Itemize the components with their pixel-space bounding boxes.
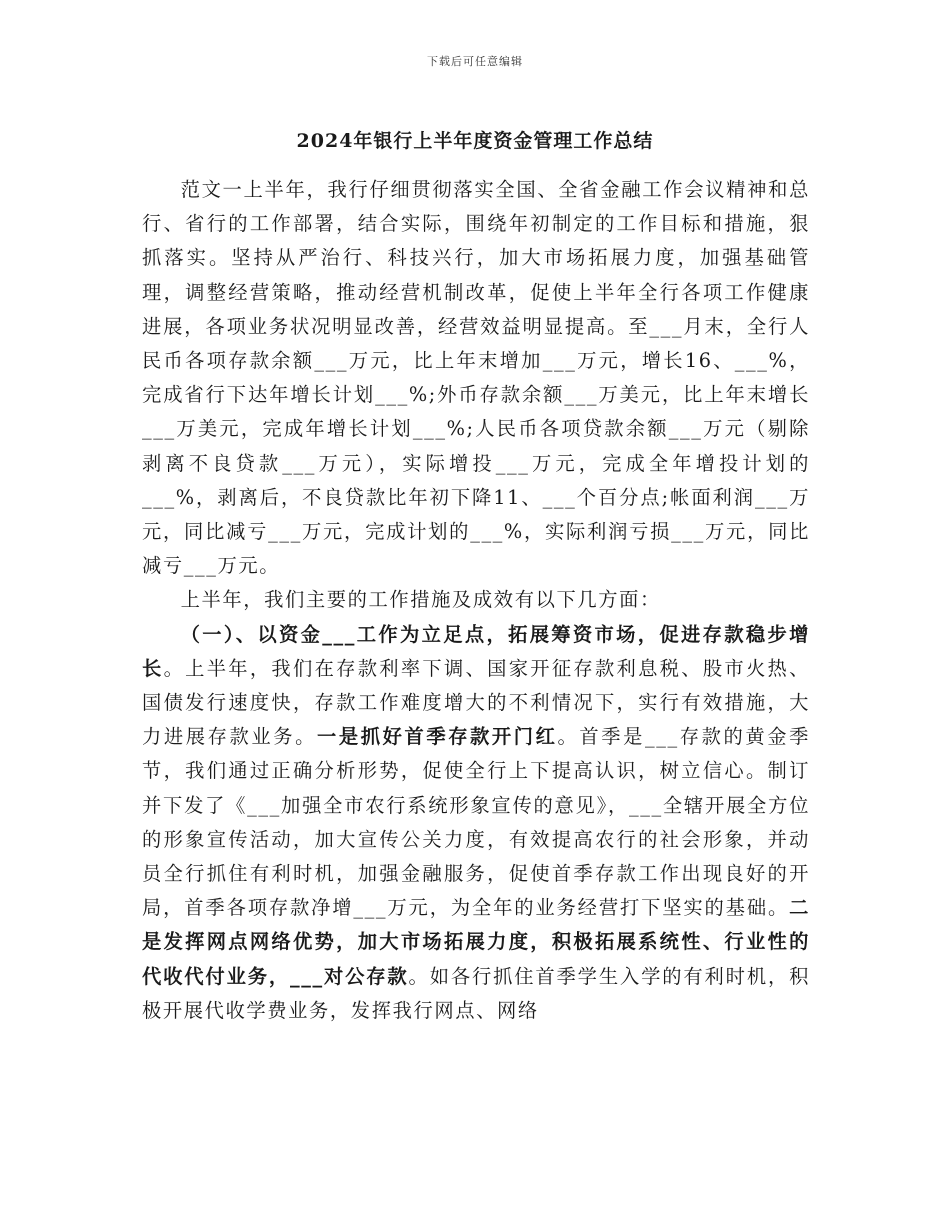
text-run: 。首季是___存款的黄金季节，我们通过正确分析形势，促使全行上下提高认识，树立信心。制订并下发了《___加强全市农行系统形象宣传的意见》，___全辖开展全方位的形象宣传活动，加大宣传公关力度，有效提高农行的社会形象，并动员全行抓住有利时机，加强金融服务，促使首季存款工作出现良好的开局，首季各项存款净增___万元，为全年的业务经营打下坚实的基础。 [142,725,810,920]
body-paragraph [142,618,810,1028]
bold-text-run: 一是抓好首季存款开门红 [316,725,558,749]
text-run: 。如各行抓住首季学生入学的有利时机，积极开展代收学费业务，发挥我行网点、网络 [142,964,810,1022]
document-title: 2024年银行上半年度资金管理工作总结 [296,130,654,152]
bold-text-run: 二是发挥网点网络优势，加大市场拓展力度，积极拓展系统性、行业性的代收代付业务，___对公存款 [142,896,810,988]
document-body [142,173,810,1028]
text-run: 范文一上半年，我行仔细贯彻落实全国、全省金融工作会议精神和总行、省行的工作部署，结合实际，围绕年初制定的工作目标和措施，狠抓落实。坚持从严治行、科技兴行，加大市场拓展力度，加强基础管理，调整经营策略，推动经营机制改革，促使上半年全行各项工作健康进展，各项业务状况明显改善，经营效益明显提高。至___月末，全行人民币各项存款余额___万元，比上年末增加___万元，增长16、___%，完成省行下达年增长计划___%;外币存款余额___万美元，比上年末增长___万美元，完成年增长计划___%;人民币各项贷款余额___万元（剔除剥离不良贷款___万元），实际增投___万元，完成全年增投计划的___%，剥离后，不良贷款比年初下降11、___个百分点;帐面利润___万元，同比减亏___万元，完成计划的___%，实际利润亏损___万元，同比减亏___万元。 [142,178,810,578]
text-run: 。上半年，我们在存款利率下调、国家开征存款利息税、股市火热、国债发行速度快，存款工作难度增大的不利情况下，实行有效措施，大力进展存款业务。 [142,656,810,749]
bold-text-run: （一）、以资金___工作为立足点，拓展筹资市场，促进存款稳步增长 [142,622,810,680]
text-run: 上半年，我们主要的工作措施及成效有以下几方面： [180,588,661,612]
page-header-note: 下载后可任意编辑 [427,55,523,68]
body-paragraph [142,583,810,617]
body-paragraph [142,173,810,583]
